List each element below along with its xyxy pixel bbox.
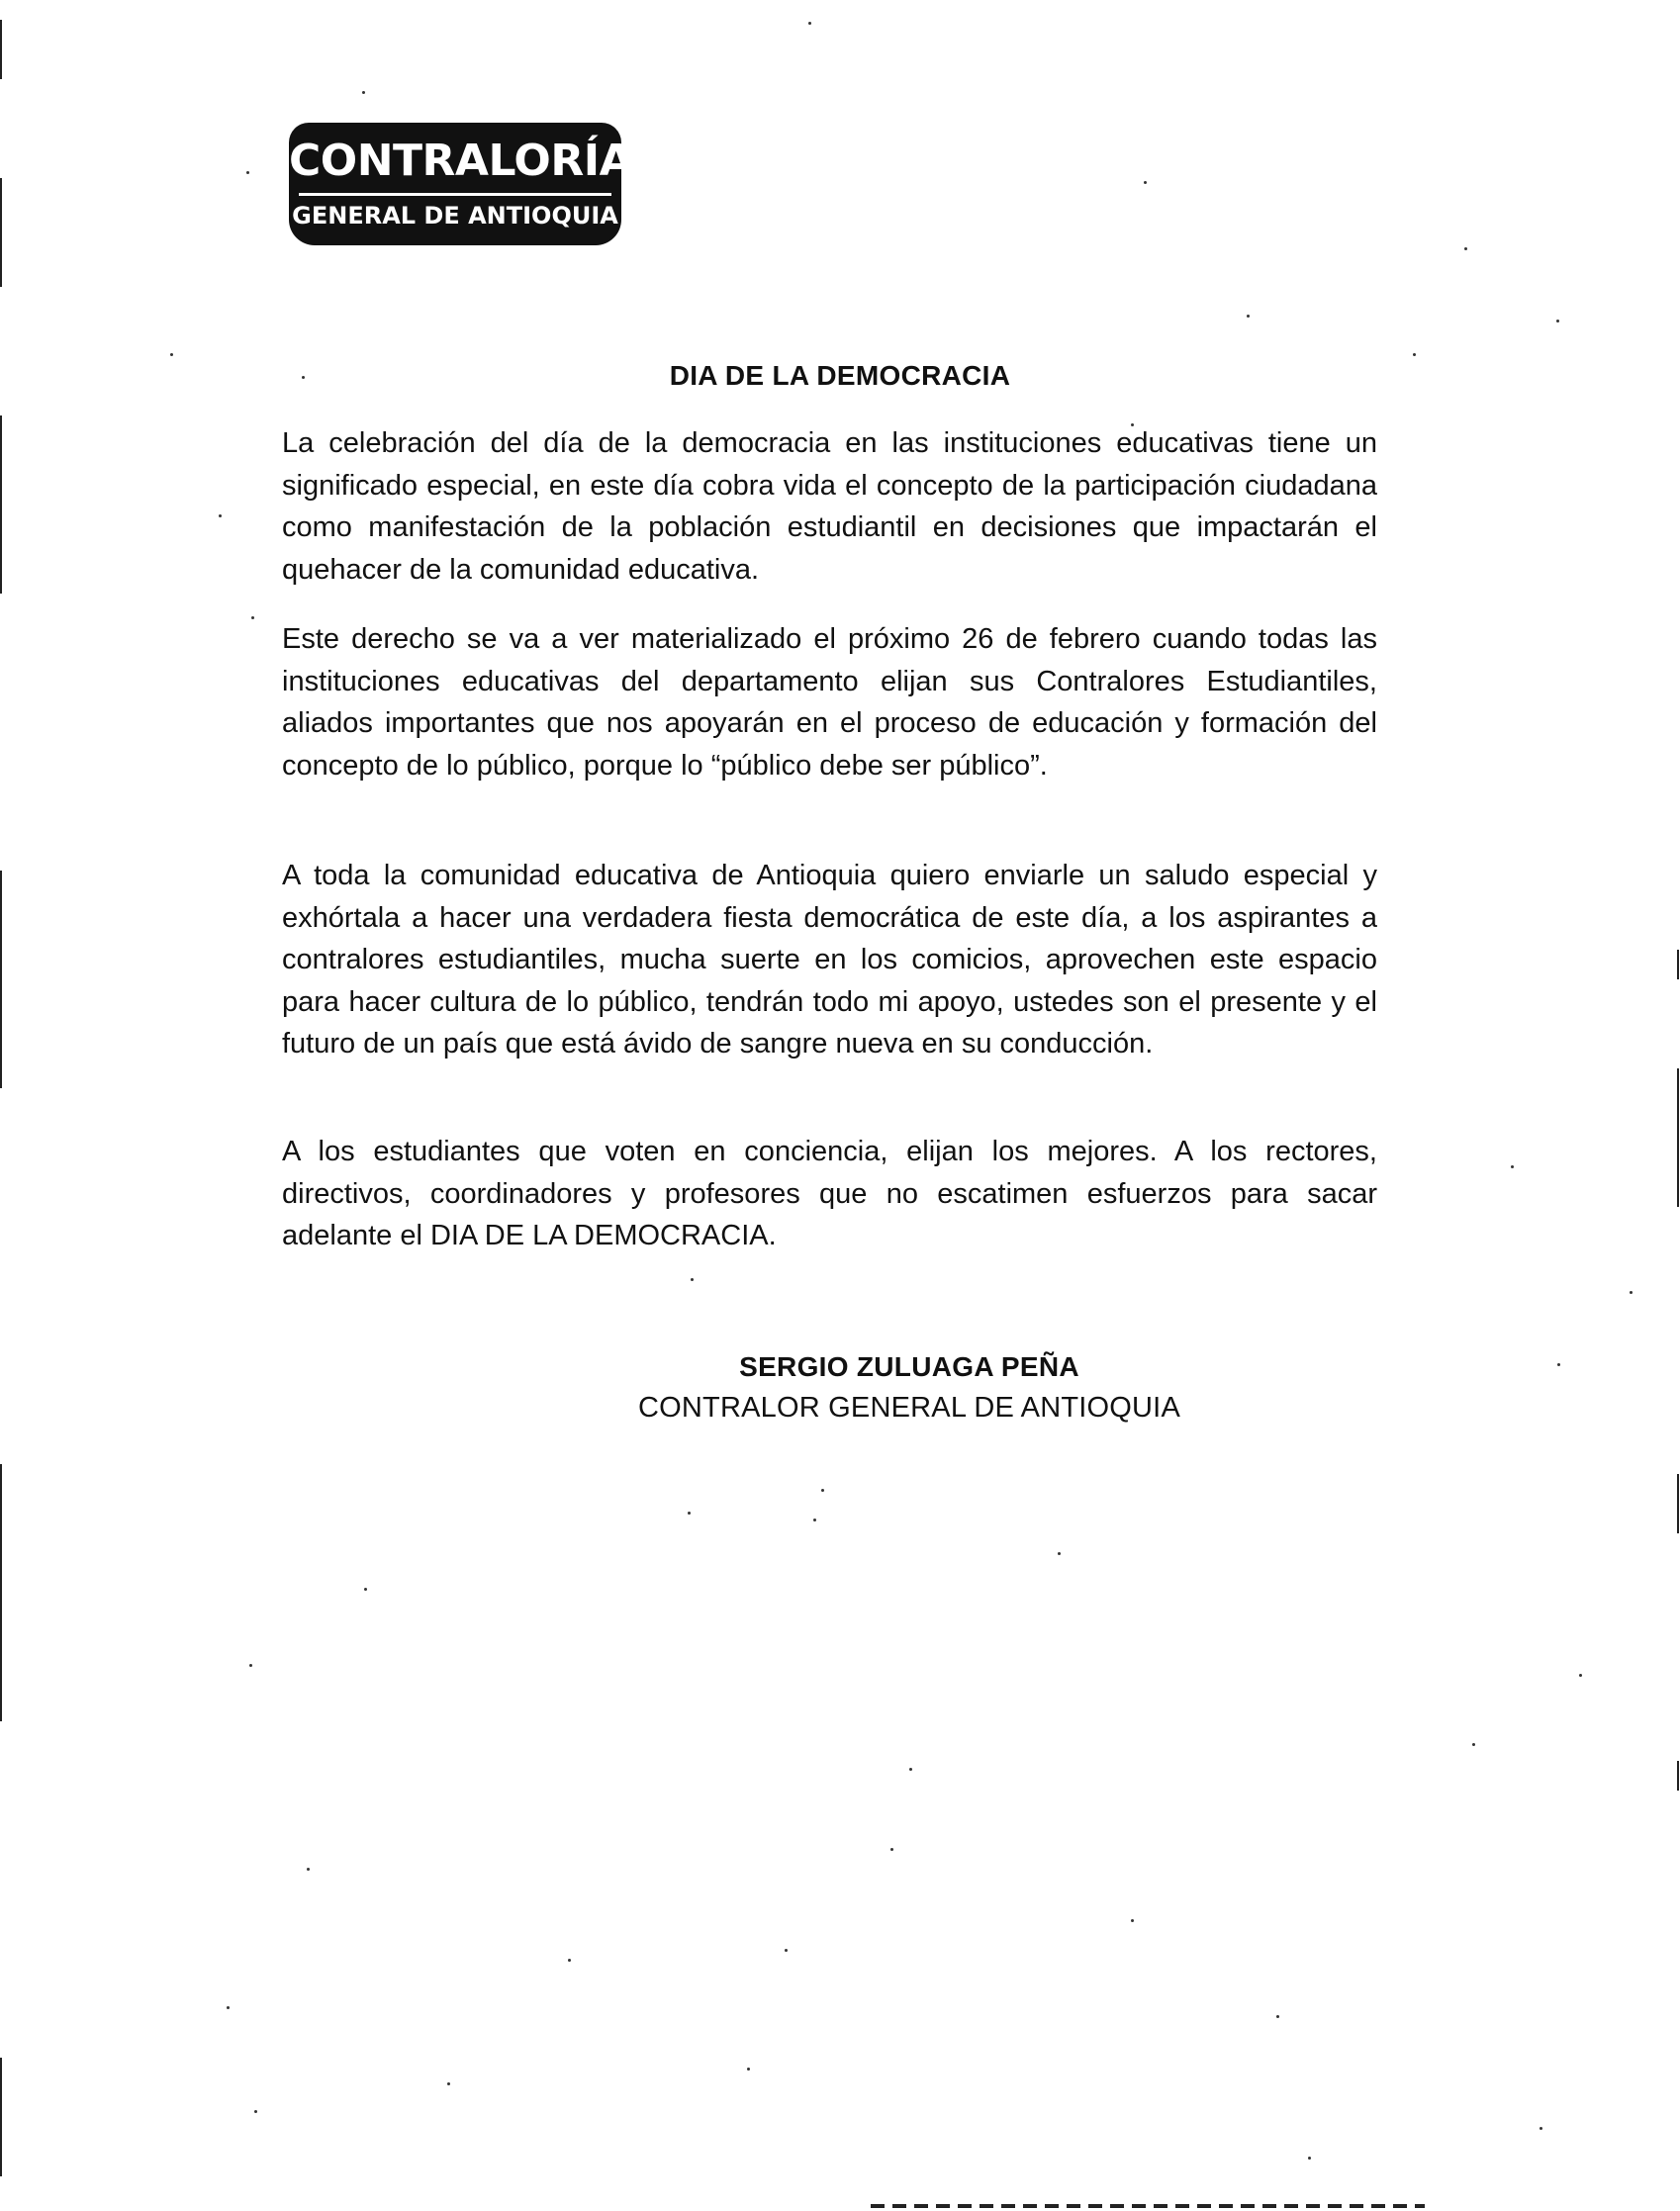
scan-edge-mark — [0, 2058, 2, 2176]
scan-speck — [1131, 423, 1134, 426]
document-title: DIA DE LA DEMOCRACIA — [669, 360, 1011, 391]
scan-bottom-dashes — [871, 2204, 1425, 2208]
scan-speck — [1472, 1743, 1475, 1746]
scan-speck — [362, 91, 365, 94]
scan-speck — [813, 1519, 816, 1521]
scan-speck — [219, 514, 222, 517]
scan-speck — [227, 2006, 230, 2009]
scan-speck — [688, 1512, 691, 1515]
logo-title: CONTRALORÍA — [289, 136, 633, 186]
scan-edge-mark — [0, 871, 2, 1088]
scan-edge-mark — [1677, 950, 1679, 979]
scan-speck — [1308, 2157, 1311, 2160]
scan-speck — [246, 171, 249, 174]
scan-edge-mark — [1677, 1068, 1679, 1207]
scan-speck — [254, 2110, 257, 2113]
body-paragraph-2: Este derecho se va a ver materializado el próximo 26 de febrero cuando todas las instituciones educativas del departamento elijan sus Contralores Estudiantiles, aliados importantes que nos apoyarán en el proceso de educación y formación del concepto de lo público, porque lo “público debe ser público”. — [282, 623, 1377, 782]
scan-edge-mark — [1677, 1761, 1679, 1791]
scan-speck — [785, 1949, 788, 1952]
signatory-name: SERGIO ZULUAGA PEÑA — [739, 1351, 1079, 1382]
scan-edge-mark — [0, 20, 2, 79]
scan-speck — [821, 1489, 824, 1492]
scan-speck — [302, 376, 305, 379]
logo-divider — [299, 193, 611, 196]
signatory-role: CONTRALOR GENERAL DE ANTIOQUIA — [638, 1392, 1180, 1424]
scan-speck — [249, 1664, 252, 1667]
scan-speck — [1511, 1165, 1514, 1168]
scan-speck — [1058, 1552, 1061, 1555]
scan-speck — [170, 353, 173, 356]
scan-speck — [1276, 2015, 1279, 2018]
scan-speck — [364, 1588, 367, 1591]
scan-speck — [808, 22, 811, 25]
scan-speck — [447, 2082, 450, 2085]
scan-speck — [1247, 315, 1250, 318]
scan-speck — [1464, 247, 1467, 250]
scan-speck — [909, 1768, 912, 1771]
scan-speck — [307, 1868, 310, 1871]
scan-speck — [890, 1848, 893, 1851]
scan-edge-mark — [1677, 1474, 1679, 1533]
scan-speck — [1630, 1291, 1633, 1294]
scan-speck — [1144, 181, 1147, 184]
scan-speck — [1556, 320, 1559, 322]
scan-edge-mark — [0, 415, 2, 594]
body-paragraph-4: A los estudiantes que voten en conciencia, elijan los mejores. A los rectores, directivos, coordinadores y profesores que no escatimen esfuerzos para sacar adelante el DIA DE LA DEMOCRACIA. — [282, 1136, 1377, 1251]
body-paragraph-1: La celebración del día de la democracia en las instituciones educativas tiene un significado especial, en este día cobra vida el concepto de la participación ciudadana como manifestación de la población estudiantil en decisiones que impactarán el quehacer de la comunidad educativa. — [282, 427, 1377, 586]
scan-edge-mark — [0, 178, 2, 287]
scan-speck — [1131, 1919, 1134, 1922]
scan-speck — [251, 616, 254, 619]
scan-speck — [568, 1959, 571, 1962]
scan-speck — [1579, 1674, 1582, 1677]
scan-speck — [1557, 1363, 1560, 1366]
scan-edge-mark — [0, 1464, 2, 1721]
body-paragraph-3: A toda la comunidad educativa de Antioquia quiero enviarle un saludo especial y exhórtala a hacer una verdadera fiesta democrática de este día, a los aspirantes a contralores estudiantiles, mucha suerte en los comicios, aprovechen este espacio para hacer cultura de lo público, tendrán todo mi apoyo, ustedes son el presente y el futuro de un país que está ávido de sangre nueva en su conducción. — [282, 860, 1377, 1059]
scan-speck — [691, 1278, 694, 1281]
scan-speck — [747, 2068, 750, 2071]
scan-speck — [1540, 2127, 1542, 2130]
contraloria-logo — [289, 123, 633, 245]
logo-subtitle: GENERAL DE ANTIOQUIA — [292, 202, 618, 230]
scan-speck — [1413, 353, 1416, 356]
